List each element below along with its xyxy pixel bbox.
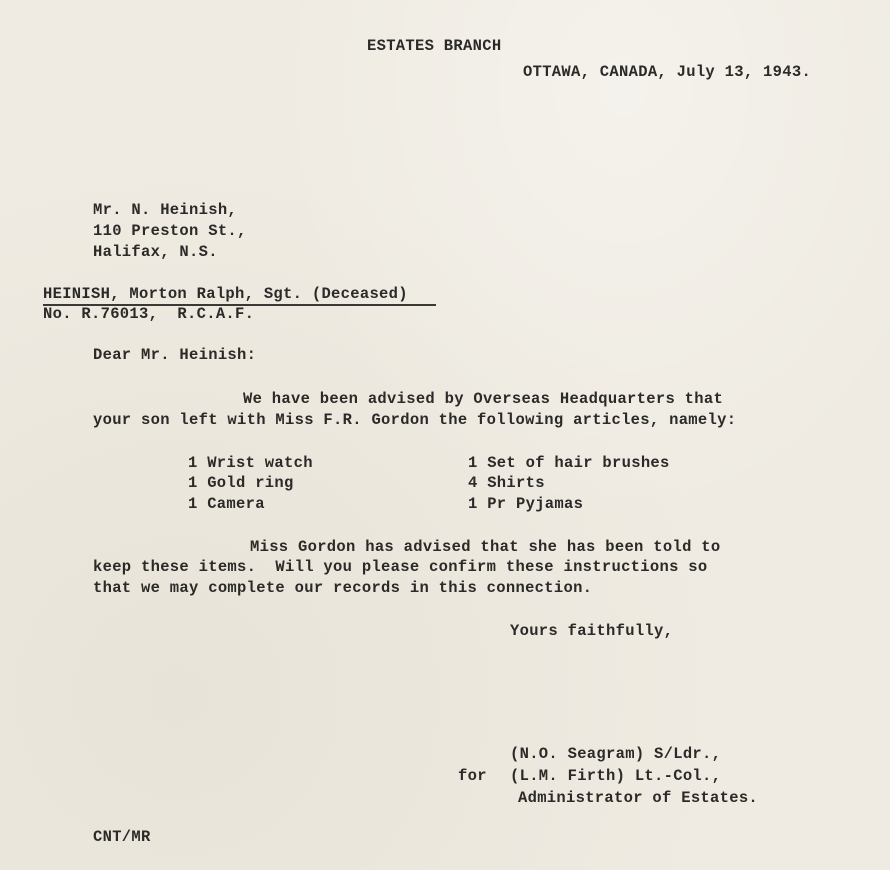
place-date: OTTAWA, CANADA, July 13, 1943. — [523, 63, 812, 81]
paragraph-1-line-1: We have been advised by Overseas Headquarters that — [243, 390, 724, 408]
recipient-name: Mr. N. Heinish, — [93, 201, 238, 219]
signature-for: for — [458, 767, 487, 785]
article-right-2: 4 Shirts — [468, 474, 545, 492]
paragraph-1-line-2: your son left with Miss F.R. Gordon the following articles, namely: — [93, 411, 737, 429]
article-right-1: 1 Set of hair brushes — [468, 454, 670, 472]
signature-line-2: (L.M. Firth) Lt.-Col., — [510, 767, 722, 785]
article-left-3: 1 Camera — [188, 495, 265, 513]
paragraph-2-line-1: Miss Gordon has advised that she has been told to — [250, 538, 721, 556]
recipient-city: Halifax, N.S. — [93, 243, 218, 261]
typist-initials: CNT/MR — [93, 828, 151, 846]
paragraph-2-line-2: keep these items. Will you please confirm these instructions so — [93, 558, 708, 576]
branch-heading: ESTATES BRANCH — [367, 37, 502, 55]
signature-line-3: Administrator of Estates. — [518, 789, 759, 807]
article-left-2: 1 Gold ring — [188, 474, 294, 492]
recipient-street: 110 Preston St., — [93, 222, 247, 240]
closing: Yours faithfully, — [510, 622, 674, 640]
subject-line-1: HEINISH, Morton Ralph, Sgt. (Deceased) — [43, 285, 408, 303]
subject-line-2: No. R.76013, R.C.A.F. — [43, 305, 255, 323]
article-right-3: 1 Pr Pyjamas — [468, 495, 584, 513]
salutation: Dear Mr. Heinish: — [93, 346, 257, 364]
signature-line-1: (N.O. Seagram) S/Ldr., — [510, 745, 722, 763]
article-left-1: 1 Wrist watch — [188, 454, 313, 472]
paragraph-2-line-3: that we may complete our records in this connection. — [93, 579, 593, 597]
